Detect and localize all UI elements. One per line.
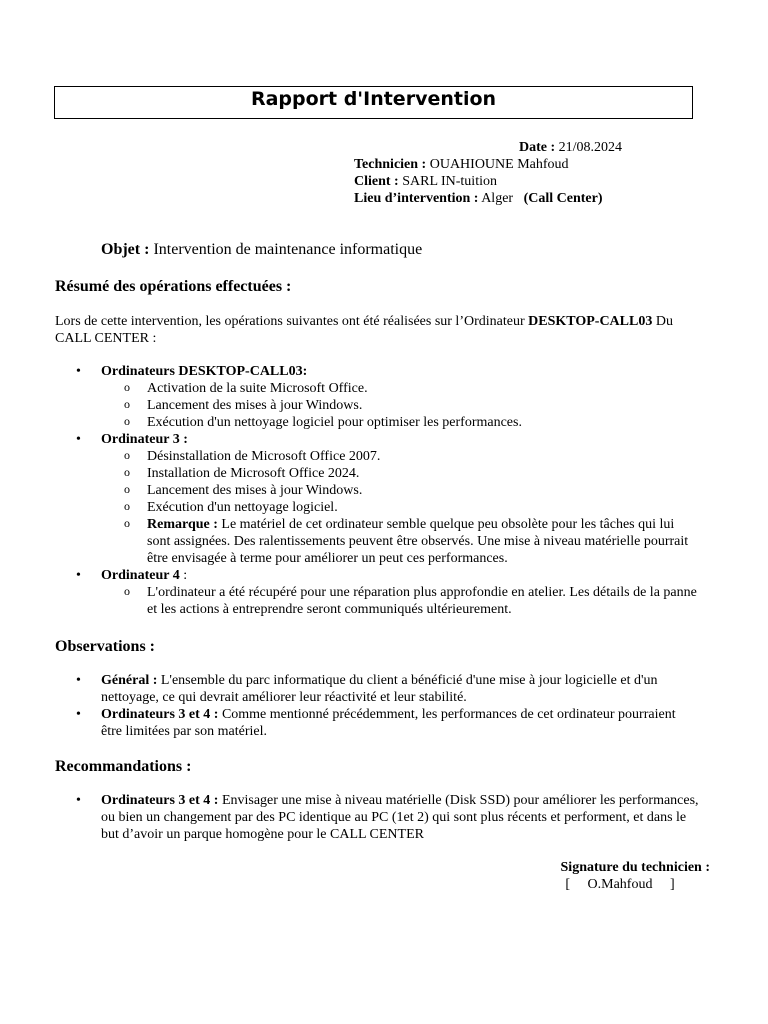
operations-list xyxy=(55,363,715,618)
report-title-box xyxy=(54,86,693,119)
operation-text: Lancement des mises à jour Windows. xyxy=(147,398,363,413)
recommendations-heading: Recommandations : xyxy=(55,758,192,775)
operation-text: Exécution d'un nettoyage logiciel pour optimiser les performances. xyxy=(147,415,522,430)
observations-heading: Observations : xyxy=(55,638,155,655)
computer-label-suffix: : xyxy=(179,568,188,583)
remark-label: Remarque : xyxy=(147,517,218,532)
summary-intro xyxy=(55,313,705,347)
operation-text: L'ordinateur a été récupéré pour une réparation plus approfondie en atelier. Les détails de la panne et les actions à entreprendre seront communiqués ultérieurement. xyxy=(147,585,697,617)
list-item xyxy=(55,431,715,448)
date-line xyxy=(354,139,714,156)
technician-value: OUAHIOUNE Mahfoud xyxy=(429,157,569,172)
summary-intro-computer: DESKTOP-CALL03 xyxy=(528,314,653,329)
operation-text: Désinstallation de Microsoft Office 2007. xyxy=(147,449,381,464)
operation-text: Lancement des mises à jour Windows. xyxy=(147,483,363,498)
recommendations-list xyxy=(55,792,715,843)
summary-heading: Résumé des opérations effectuées : xyxy=(55,278,292,295)
report-metadata xyxy=(354,139,714,207)
technician-signature xyxy=(520,859,710,893)
technician-label: Technicien : xyxy=(354,157,427,172)
operation-text: Exécution d'un nettoyage logiciel. xyxy=(147,500,338,515)
list-item xyxy=(55,465,715,482)
observation-text: L'ensemble du parc informatique du client a bénéficié d'une mise à jour logicielle et d'un nettoyage, ce qui devrait améliorer leur réactivité et leur stabilité. xyxy=(101,673,658,705)
list-item xyxy=(55,448,715,465)
client-line xyxy=(354,173,714,190)
subject-value: Intervention de maintenance informatique xyxy=(153,241,423,258)
location-value: Alger xyxy=(481,191,514,206)
observation-text: Comme mentionné précédemment, les performances de cet ordinateur pourraient être limitées par son matériel. xyxy=(101,707,676,739)
signature-label: Signature du technicien : xyxy=(560,860,710,875)
date-value: 21/08.2024 xyxy=(558,140,623,155)
list-item xyxy=(55,499,715,516)
list-item xyxy=(55,380,715,397)
summary-intro-end: Du CALL CENTER : xyxy=(55,314,673,346)
list-item xyxy=(55,672,715,706)
list-item xyxy=(55,567,715,584)
subject-line xyxy=(101,240,422,260)
list-item xyxy=(55,792,715,843)
technician-line xyxy=(354,156,714,173)
list-item xyxy=(55,414,715,431)
location-line xyxy=(354,190,714,207)
list-item xyxy=(55,706,715,740)
operation-text: Installation de Microsoft Office 2024. xyxy=(147,466,360,481)
computer-label: Ordinateurs DESKTOP-CALL03: xyxy=(101,364,308,379)
remark-text: Le matériel de cet ordinateur semble quelque peu obsolète pour les tâches qui lui sont assignées. Des ralentissements peuvent être observés. Une mise à niveau matérielle pourrait être envisagée à terme pour améliorer un peut ces performances. xyxy=(147,517,689,566)
observation-label: Général : xyxy=(101,673,158,688)
operation-text: Activation de la suite Microsoft Office. xyxy=(147,381,368,396)
client-label: Client : xyxy=(354,174,399,189)
location-label: Lieu d’intervention : xyxy=(354,191,479,206)
recommendation-label: Ordinateurs 3 et 4 : xyxy=(101,793,219,808)
computer-label: Ordinateur 4 xyxy=(101,568,180,583)
computer-label: Ordinateur 3 : xyxy=(101,432,188,447)
date-label: Date : xyxy=(519,140,556,155)
report-title: Rapport d'Intervention xyxy=(250,88,497,110)
summary-intro-text: Lors de cette intervention, les opérations suivantes ont été réalisées sur l’Ordinateur xyxy=(55,314,529,329)
list-item xyxy=(55,482,715,499)
client-value: SARL IN-tuition xyxy=(402,174,497,189)
list-item xyxy=(55,397,715,414)
observation-label: Ordinateurs 3 et 4 : xyxy=(101,707,219,722)
observations-list xyxy=(55,672,715,740)
location-extra: (Call Center) xyxy=(523,191,603,206)
recommendation-text: Envisager une mise à niveau matérielle (Disk SSD) pour améliorer les performances, ou bien un changement par des PC identique au PC (1et 2) qui sont plus récents et performent, et dans le but d’avoir un parque homogène pour le CALL CENTER xyxy=(101,793,699,842)
list-item xyxy=(55,516,715,567)
list-item xyxy=(55,584,715,618)
subject-label: Objet : xyxy=(101,241,150,258)
list-item xyxy=(55,363,715,380)
signature-name: [ O.Mahfoud ] xyxy=(565,877,675,892)
